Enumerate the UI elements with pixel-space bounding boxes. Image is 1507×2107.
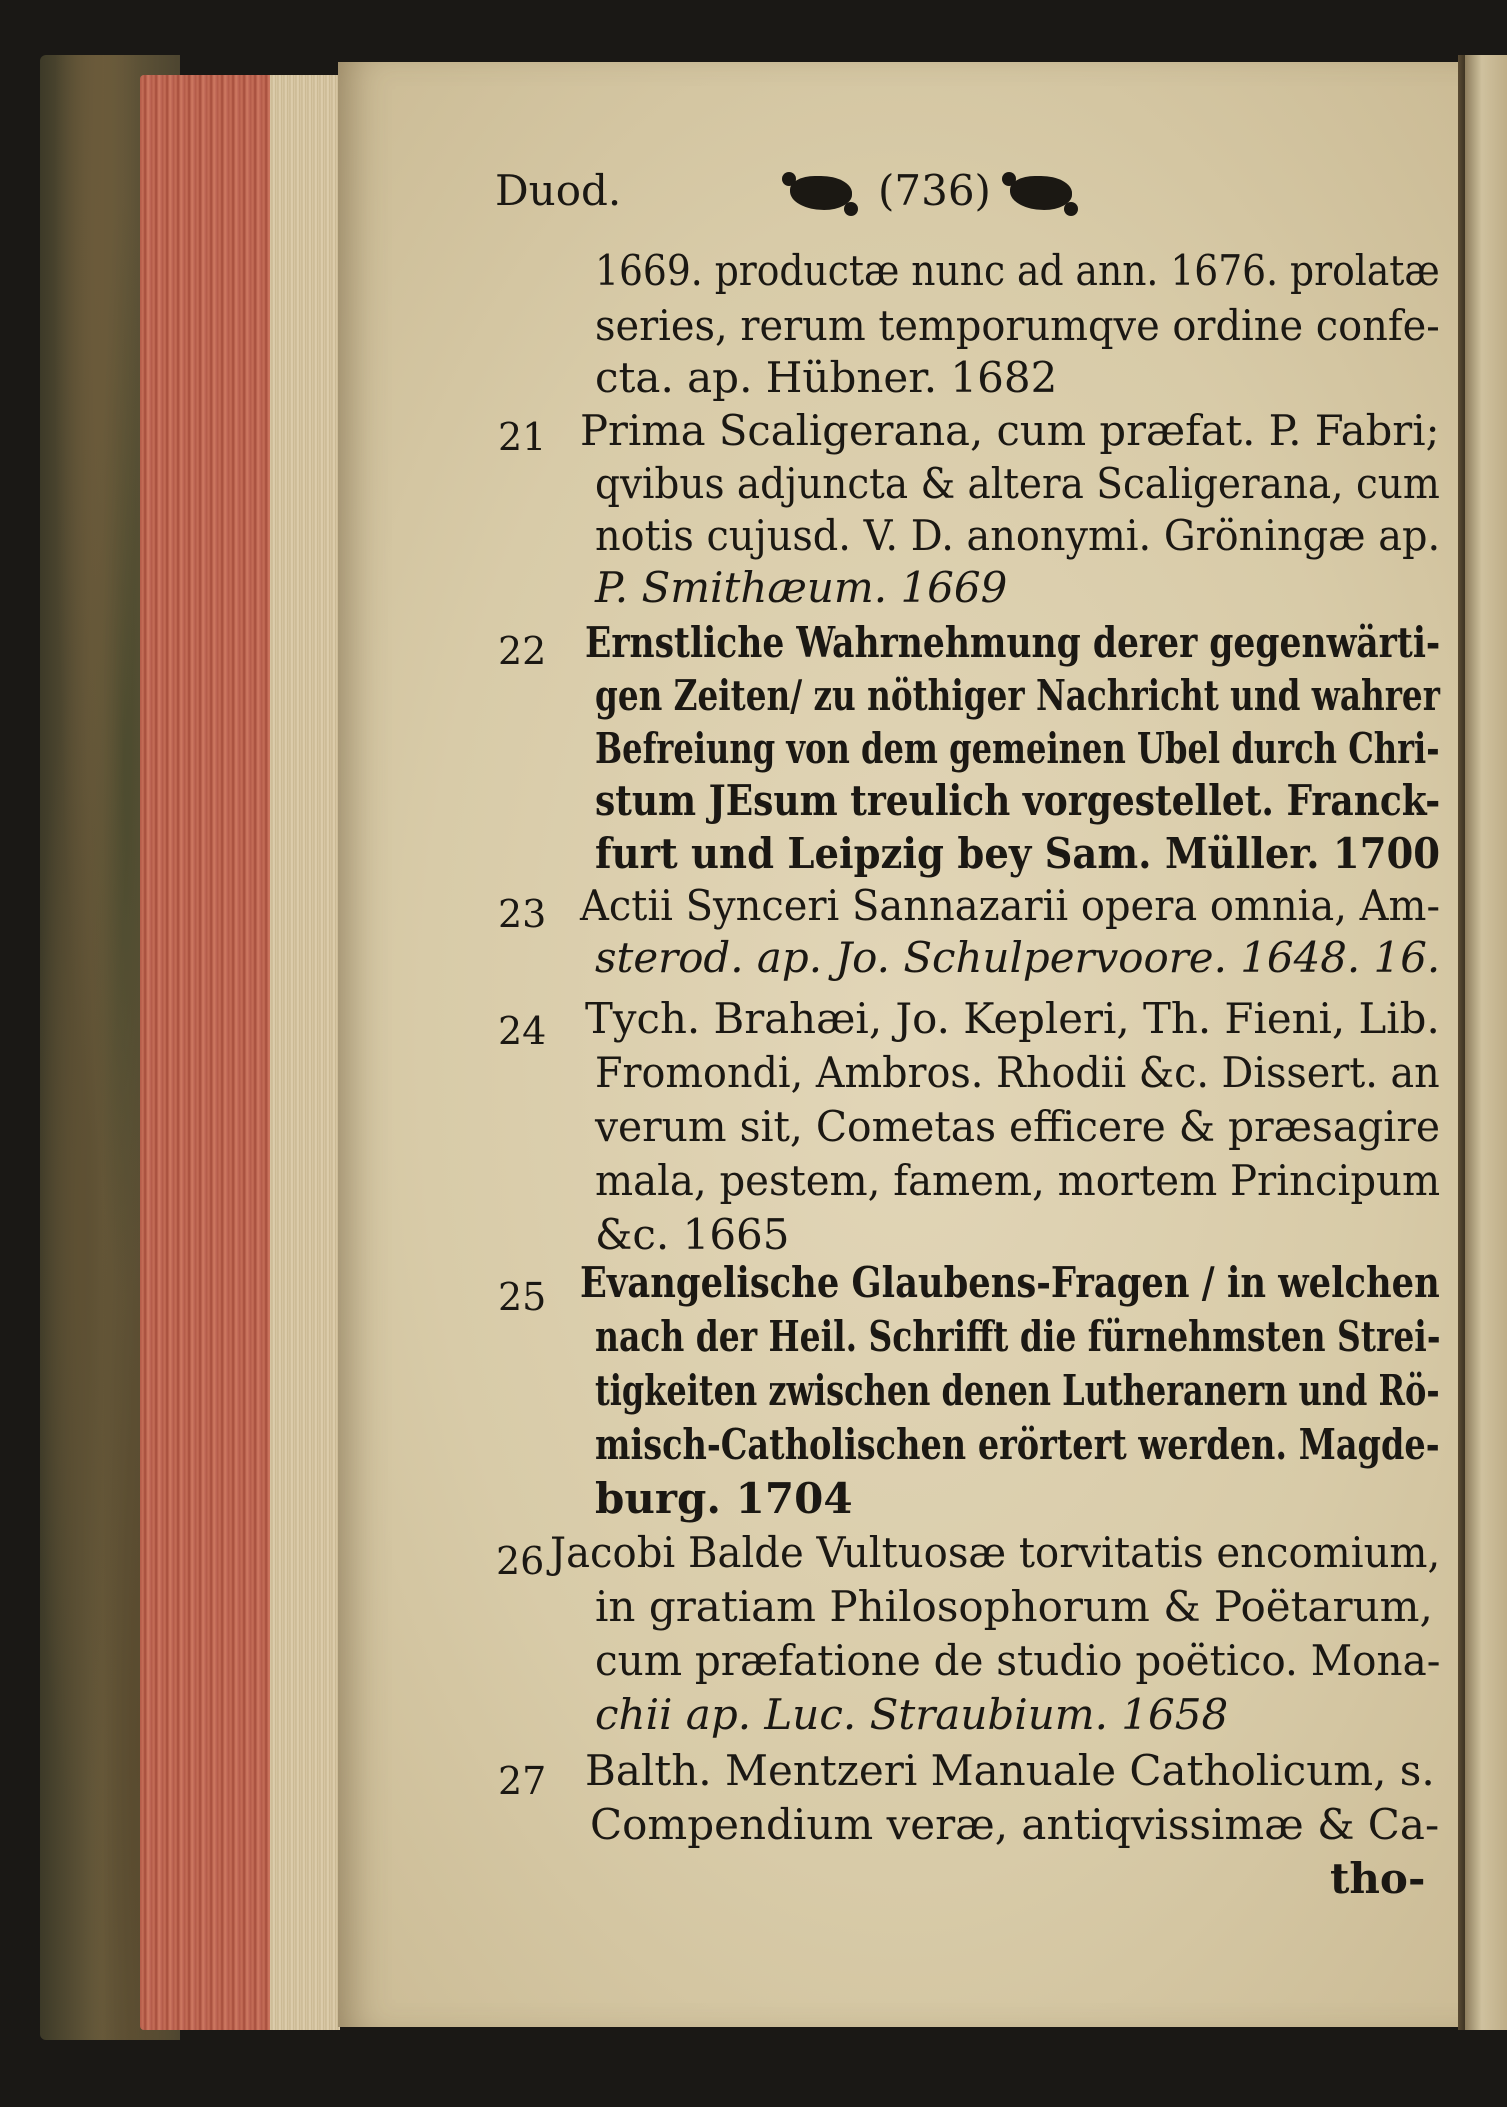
entry-line: Balth. Mentzeri Manuale Catholicum, s. [585, 1746, 1435, 1795]
entry-number: 22 [498, 629, 547, 673]
entry-line: Befreiung von dem gemeinen Ubel durch Chri- [595, 724, 1440, 773]
entry-line: notis cujusd. V. D. anonymi. Gröningæ ap. [595, 511, 1441, 560]
entry-number: 23 [498, 892, 547, 936]
entry-line: Compendium veræ, antiqvissimæ & Ca- [590, 1800, 1440, 1849]
entry-line: mala, pestem, famem, mortem Principum [595, 1156, 1441, 1205]
entry-number: 26 [496, 1539, 545, 1583]
entry-line: stum JEsum treulich vorgestellet. Franck- [595, 776, 1441, 825]
entry-number: 24 [498, 1009, 547, 1053]
entry-line: P. Smithæum. 1669 [595, 563, 1008, 612]
entry-line: Ernstliche Wahrnehmung derer gegenwärti- [585, 618, 1441, 667]
entry-line: burg. 1704 [595, 1474, 853, 1523]
entry-line: qvibus adjuncta & altera Scaligerana, cum [595, 459, 1440, 508]
entry-line: Prima Scaligerana, cum præfat. P. Fabri; [580, 406, 1440, 455]
catchword-bottom: tho- [1330, 1854, 1426, 1903]
entry-line: Jacobi Balde Vultuosæ torvitatis encomium, [550, 1528, 1441, 1577]
entry-line: furt und Leipzig bey Sam. Müller. 1700 [595, 829, 1441, 878]
entry-line: cum præfatione de studio poëtico. Mona- [595, 1636, 1441, 1685]
entry-line: &c. 1665 [595, 1210, 790, 1259]
entry-line: misch-Catholischen erörtert werden. Magde- [595, 1420, 1440, 1469]
entry-line: tigkeiten zwischen denen Lutheranern und Rö- [595, 1366, 1440, 1415]
entry-number: 27 [498, 1759, 547, 1803]
entry-line: Fromondi, Ambros. Rhodii &c. Dissert. an [595, 1048, 1440, 1097]
entry-line: in gratiam Philosophorum & Poëtarum, [595, 1582, 1433, 1631]
entry-line: nach der Heil. Schrifft die fürnehmsten Strei- [595, 1312, 1441, 1361]
entry-line: Actii Synceri Sannazarii opera omnia, Am- [580, 881, 1440, 930]
entry-line: sterod. ap. Jo. Schulpervoore. 1648. 16. [595, 933, 1441, 982]
entry-line: 1669. productæ nunc ad ann. 1676. prolatæ [595, 246, 1440, 295]
entry-line: chii ap. Luc. Straubium. 1658 [595, 1690, 1229, 1739]
entry-line: series, rerum temporumqve ordine confe- [595, 301, 1440, 350]
page-edges [140, 75, 340, 2030]
entry-number: 25 [498, 1275, 547, 1319]
catchword-left: Duod. [495, 166, 622, 215]
entry-line: gen Zeiten/ zu nöthiger Nachricht und wahrer [595, 671, 1440, 720]
entry-line: verum sit, Cometas efficere & præsagire [595, 1102, 1440, 1151]
entry-line: cta. ap. Hübner. 1682 [595, 353, 1058, 402]
facing-page [1465, 55, 1507, 2030]
entry-line: Evangelische Glaubens-Fragen / in welchen [580, 1258, 1440, 1307]
entry-line: Tych. Brahæi, Jo. Kepleri, Th. Fieni, Lib. [585, 994, 1440, 1043]
page-number: (736) [878, 166, 991, 215]
entry-number: 21 [498, 415, 547, 459]
